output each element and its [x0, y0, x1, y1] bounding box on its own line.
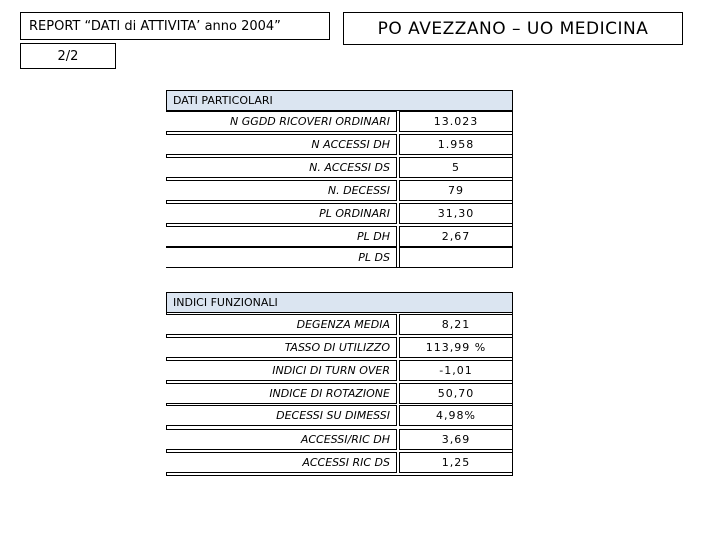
page-number	[20, 43, 116, 69]
row-value: 113,99 %	[399, 337, 513, 358]
row-label: ACCESSI/RIC DH	[166, 429, 397, 450]
unit-title	[343, 12, 683, 45]
table-row	[166, 226, 513, 249]
table-row	[166, 337, 513, 360]
table-row	[166, 134, 513, 157]
row-label: DECESSI SU DIMESSI	[166, 405, 397, 426]
row-value	[399, 247, 513, 268]
row-label: N GGDD RICOVERI ORDINARI	[166, 111, 397, 132]
row-value: 1,25	[399, 452, 513, 473]
row-label: TASSO DI UTILIZZO	[166, 337, 397, 358]
report-title	[20, 12, 330, 40]
dati-particolari-header	[166, 90, 513, 111]
report-title-text: REPORT “DATI di ATTIVITA’ anno 2004”	[29, 18, 281, 34]
row-label: PL ORDINARI	[166, 203, 397, 224]
row-value: 8,21	[399, 314, 513, 335]
row-value: 79	[399, 180, 513, 201]
row-label: ACCESSI RIC DS	[166, 452, 397, 473]
indici-funzionali-header	[166, 292, 513, 313]
row-label: INDICE DI ROTAZIONE	[166, 383, 397, 404]
table-row	[166, 314, 513, 337]
row-value: 2,67	[399, 226, 513, 247]
page-number-text: 2/2	[57, 48, 79, 64]
row-value: -1,01	[399, 360, 513, 381]
row-value: 1.958	[399, 134, 513, 155]
table-row	[166, 360, 513, 383]
table-row	[166, 111, 513, 134]
row-value: 31,30	[399, 203, 513, 224]
table-row	[166, 157, 513, 180]
row-value: 5	[399, 157, 513, 178]
table-row	[166, 203, 513, 226]
indici-funzionali-title: INDICI FUNZIONALI	[173, 296, 278, 309]
table-row	[166, 383, 513, 406]
table-row	[166, 180, 513, 203]
unit-title-text: PO AVEZZANO – UO MEDICINA	[377, 18, 649, 39]
table-row	[166, 452, 513, 475]
row-value: 13.023	[399, 111, 513, 132]
row-label: N ACCESSI DH	[166, 134, 397, 155]
row-value: 4,98%	[399, 405, 513, 426]
row-label: N. DECESSI	[166, 180, 397, 201]
row-label: N. ACCESSI DS	[166, 157, 397, 178]
row-value: 50,70	[399, 383, 513, 404]
row-label: INDICI DI TURN OVER	[166, 360, 397, 381]
row-label: PL DH	[166, 226, 397, 247]
dati-particolari-title: DATI PARTICOLARI	[173, 94, 273, 107]
row-label: PL DS	[166, 247, 397, 268]
row-label: DEGENZA MEDIA	[166, 314, 397, 335]
table-row	[166, 429, 513, 452]
row-value: 3,69	[399, 429, 513, 450]
table-row	[166, 405, 513, 428]
table-row	[166, 247, 513, 270]
